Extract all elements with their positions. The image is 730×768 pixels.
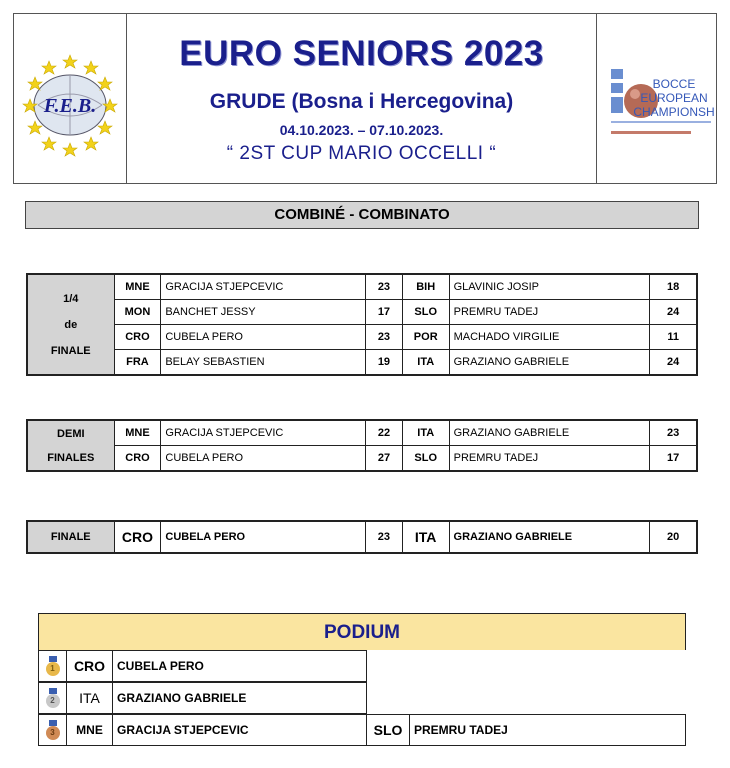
player1-name: GRACIJA STJEPCEVIC — [161, 274, 366, 300]
player1-score: 19 — [366, 350, 403, 376]
player2-nation: ITA — [402, 350, 449, 376]
table-row — [27, 300, 697, 325]
player1-nation: CRO — [114, 325, 161, 350]
podium-third-row — [38, 714, 686, 746]
silver-medal-icon — [39, 683, 67, 713]
quarter-label-line-3: FINALE — [50, 344, 91, 357]
semi-finals-table — [26, 419, 698, 472]
player1-score: 23 — [366, 325, 403, 350]
quarter-finals-label — [27, 274, 114, 375]
player2-name: PREMRU TADEJ — [449, 300, 650, 325]
player1-score: 23 — [365, 521, 402, 553]
table-row — [27, 446, 697, 472]
gold-medal-number: 1 — [46, 662, 60, 676]
bronze-medal-number: 3 — [46, 726, 60, 740]
feb-logo-icon — [13, 13, 127, 184]
gold-medal-icon — [39, 651, 67, 681]
player2-nation: BIH — [402, 274, 449, 300]
player1-score: 17 — [366, 300, 403, 325]
podium-title: PODIUM — [38, 613, 686, 650]
semi-finals-label — [27, 420, 114, 471]
player2-name: GRAZIANO GABRIELE — [449, 420, 650, 446]
third-name-a: GRACIJA STJEPCEVIC — [113, 715, 367, 745]
right-logo-cell — [596, 13, 717, 184]
right-logo-line-1: BOCCE — [652, 77, 696, 91]
table-row — [27, 350, 697, 376]
semi-label-line-1: DEMI — [57, 427, 85, 440]
first-nation: CRO — [67, 651, 113, 681]
player2-name: GRAZIANO GABRIELE — [449, 350, 650, 376]
player2-name: MACHADO VIRGILIE — [449, 325, 650, 350]
first-name: CUBELA PERO — [117, 659, 204, 673]
left-logo-cell — [13, 13, 127, 184]
event-title: EURO SENIORS 2023 — [179, 34, 544, 73]
silver-medal-number: 2 — [46, 694, 60, 708]
player1-name: CUBELA PERO — [161, 446, 366, 472]
table-row — [27, 274, 697, 300]
right-logo-line-3: CHAMPIONSH — [633, 105, 715, 119]
table-row — [27, 521, 697, 553]
second-nation: ITA — [67, 683, 113, 713]
player1-nation: MNE — [114, 420, 161, 446]
final-table — [26, 520, 698, 554]
event-dates: 04.10.2023. – 07.10.2023. — [279, 122, 444, 138]
player1-name: CUBELA PERO — [161, 325, 366, 350]
second-name: GRAZIANO GABRIELE — [117, 691, 247, 705]
table-row — [27, 420, 697, 446]
left-logo-text: F.E.B. — [43, 95, 97, 117]
third-nation-b: SLO — [367, 715, 410, 745]
player2-score: 18 — [650, 274, 697, 300]
player2-name: PREMRU TADEJ — [449, 446, 650, 472]
player2-score: 24 — [650, 300, 697, 325]
player1-score: 27 — [366, 446, 403, 472]
event-location: GRUDE (Bosna i Hercegovina) — [209, 90, 514, 113]
player1-nation: CRO — [114, 521, 161, 553]
player1-score: 22 — [366, 420, 403, 446]
player2-nation: POR — [402, 325, 449, 350]
section-title: COMBINÉ - COMBINATO — [25, 201, 699, 229]
player1-name: CUBELA PERO — [161, 521, 366, 553]
cup-name: “ 2ST CUP MARIO OCCELLI “ — [226, 143, 497, 164]
player2-nation: SLO — [402, 446, 449, 472]
player2-score: 17 — [650, 446, 697, 472]
quarter-label-line-2: de — [64, 318, 78, 331]
bocce-championship-logo-icon — [597, 13, 718, 184]
player2-nation: ITA — [402, 420, 449, 446]
third-name-b: PREMRU TADEJ — [414, 723, 508, 737]
player1-nation: MON — [114, 300, 161, 325]
player1-nation: MNE — [114, 274, 161, 300]
player1-name: GRACIJA STJEPCEVIC — [161, 420, 366, 446]
player2-score: 23 — [650, 420, 697, 446]
player2-name: GLAVINIC JOSIP — [449, 274, 650, 300]
player1-name: BANCHET JESSY — [161, 300, 366, 325]
player2-score: 20 — [650, 521, 697, 553]
player2-name: GRAZIANO GABRIELE — [449, 521, 650, 553]
bronze-medal-icon — [39, 715, 67, 745]
final-label: FINALE — [27, 521, 114, 553]
player1-nation: CRO — [114, 446, 161, 472]
right-logo-line-2: EUROPEAN — [640, 91, 708, 105]
semi-label-line-2: FINALES — [47, 451, 95, 464]
player1-nation: FRA — [114, 350, 161, 376]
quarter-finals-table — [26, 273, 698, 376]
third-nation-a: MNE — [67, 715, 113, 745]
podium-second-row — [38, 682, 367, 714]
quarter-label-line-1: 1/4 — [63, 292, 79, 305]
player2-nation: SLO — [402, 300, 449, 325]
player2-nation: ITA — [402, 521, 449, 553]
table-row — [27, 325, 697, 350]
podium-first-row — [38, 650, 367, 682]
player2-score: 24 — [650, 350, 697, 376]
player2-score: 11 — [650, 325, 697, 350]
player1-name: BELAY SEBASTIEN — [161, 350, 366, 376]
player1-score: 23 — [366, 274, 403, 300]
